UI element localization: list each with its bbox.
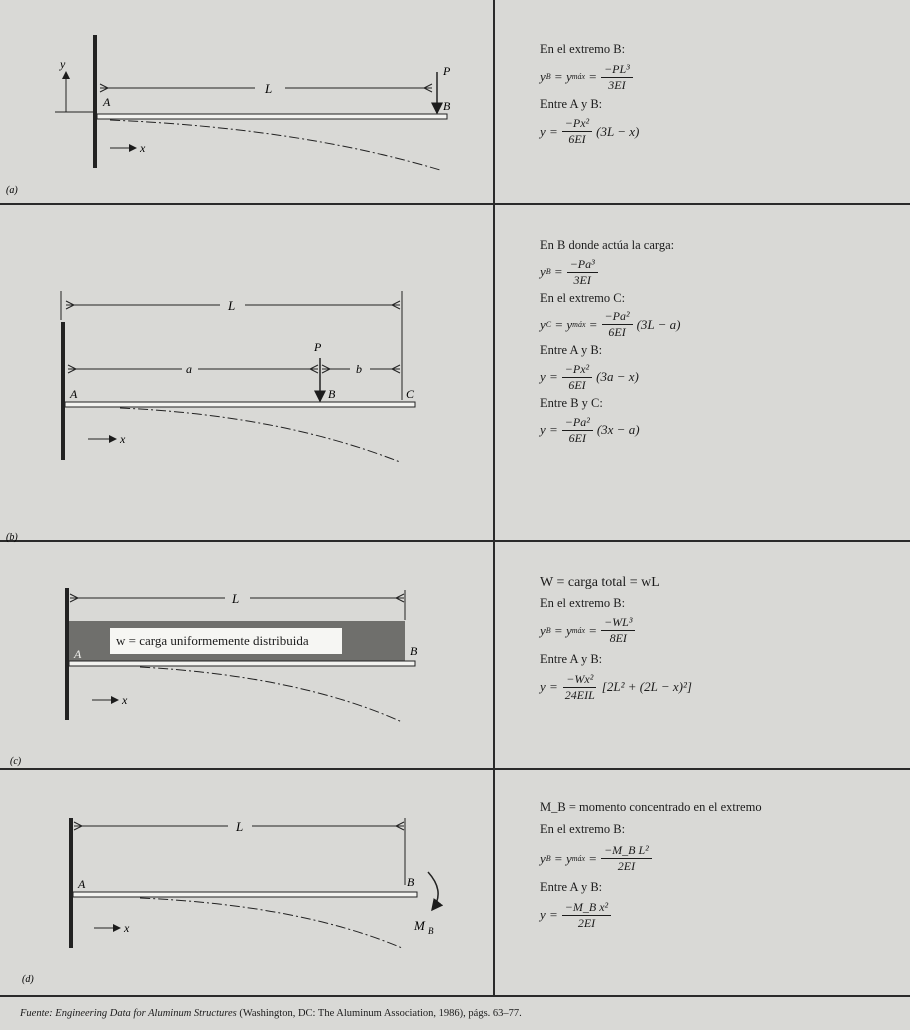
x-axis-label-c: x [122,693,128,707]
diagram-c [65,588,418,722]
formula-eq: y = $\frac{\text{−Px²}}{6EI}$ (3a − x) [540,361,639,392]
deflection-curve-c [140,667,402,722]
diagram-a [55,35,451,170]
formula-eq: y B = y máx = $\frac{\text{−M\_B L²}}{2EI}$ [540,843,762,874]
formula-text: En B donde actúa la carga: [540,238,675,252]
panel-label-c: (c) [10,756,22,767]
x-axis-label-b: x [120,432,126,446]
point-b-label-a: B [443,99,451,113]
wall-d [69,818,73,948]
deflection-curve-b [120,408,400,462]
formula-eq: y = $\frac{\text{−M\_B x²}}{2EI}$ [540,900,762,931]
formulas-a [540,42,639,147]
deflection-curve-d [140,898,402,948]
formula-text: M_B = momento concentrado en el extremo [540,800,762,814]
beam-a [97,114,447,119]
load-label: w = carga uniformemente distribuida [116,633,309,648]
point-b-label-b: B [328,387,336,401]
x-axis-label-d: x [124,921,130,935]
beam-d [73,892,417,897]
wall-a [93,35,97,168]
force-label-b: P [314,340,322,354]
formula-text: W = carga total = wL [540,575,660,590]
wall-c [65,588,69,720]
moment-arrow [428,872,438,910]
seg-b-label: b [356,362,362,376]
formula-eq: y = $\frac{\text{−Wx²}}{\text{24EIL}}$ [2L² + (2L − x)²] [540,671,692,702]
point-b-label-c: B [410,644,418,658]
diagram-b [61,291,415,462]
formula-text: En el extremo C: [540,290,626,305]
source-title: Engineering Data for Aluminum Structures [55,1008,237,1019]
formulas-c [540,574,692,703]
formula-eq: y = $\frac{\text{−Px²}}{6EI}$ (3L − x) [540,116,640,147]
source-rest: (Washington, DC: The Aluminum Association, 1986), págs. 63–77. [236,1008,522,1019]
formula-text: Entre A y B: [540,96,603,111]
formula-text: Entre B y C: [540,395,603,410]
point-a-label-d: A [78,877,86,891]
diagram-d [69,818,438,948]
panel-label-a: (a) [6,185,18,196]
y-axis-label: y [60,57,66,71]
formula-eq: y = $\frac{\text{−Pa²}}{6EI}$ (3x − a) [540,414,640,445]
formula-text: Entre A y B: [540,343,603,358]
formula-text: Entre A y B: [540,880,603,895]
span-label-b: L [228,298,236,313]
point-c-label-b: C [406,387,415,401]
formula-eq: y B = y máx = $\frac{\text{−WL³}}{8EI}$ [540,615,692,646]
formula-text: Entre A y B: [540,652,603,667]
formulas-d [540,800,762,931]
formula-eq: y B = $\frac{\text{−Pa³}}{3EI}$ [540,257,681,288]
formulas-b [540,238,681,449]
wall-b [61,322,65,460]
formula-text: En el extremo B: [540,595,626,610]
source-note [20,1008,522,1019]
panel-label-d: (d) [22,974,34,985]
formula-text: En el extremo B: [540,42,626,56]
seg-a-label: a [186,362,192,376]
load-label-box [110,628,342,654]
span-label-d: L [236,819,244,834]
span-label-c: L [232,591,240,606]
moment-sub-label: B [428,926,434,936]
source-prefix: Fuente: [20,1008,56,1019]
formula-eq: y C = y máx = $\frac{\text{−Pa²}}{6EI}$ (3L − a) [540,309,681,340]
deflection-curve-a [110,120,440,170]
point-a-label-c: A [74,647,82,661]
moment-label: M [414,918,425,933]
panel-label-b: (b) [6,532,18,543]
x-axis-label-a: x [140,141,146,155]
point-a-label-a: A [103,95,111,109]
point-b-label-d: B [407,875,415,889]
formula-eq: y B = y máx = $\frac{\text{−PL³}}{3EI}$ [540,62,639,93]
beam-c [69,661,415,666]
beam-b [65,402,415,407]
formula-text: En el extremo B: [540,821,626,836]
force-label-a: P [443,64,451,78]
span-label-a: L [265,81,273,96]
point-a-label-b: A [70,387,78,401]
